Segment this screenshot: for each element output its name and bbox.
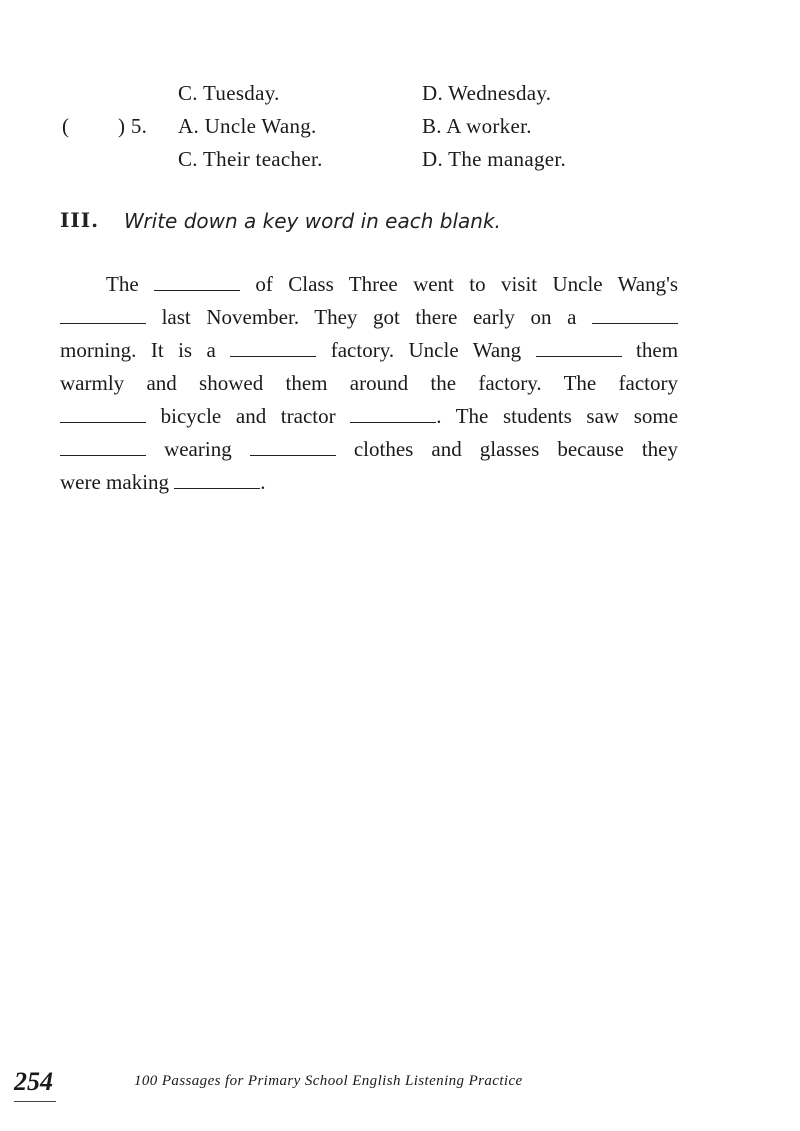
section-instruction: Write down a key word in each blank. (124, 209, 501, 233)
blank (592, 322, 678, 324)
option-q4-d: D. Wednesday. (422, 81, 552, 105)
blank (60, 421, 146, 423)
passage-text: morning. It is a (60, 338, 216, 362)
passage-text: wearing (164, 437, 232, 461)
passage-text: last November. They got there early on a (161, 305, 577, 329)
blank (60, 454, 146, 456)
passage (60, 268, 678, 499)
passage-text: were making (60, 470, 170, 494)
page-number: 254 (14, 1067, 53, 1096)
section-number: III. (60, 208, 100, 232)
book-title: 100 Passages for Primary School English Listening Practice (134, 1073, 523, 1089)
blank (250, 454, 336, 456)
passage-line (60, 301, 678, 334)
question-number-5: ) 5. (118, 114, 148, 138)
option-q5-d: D. The manager. (422, 147, 567, 171)
blank (154, 289, 240, 291)
passage-text: warmly and showed them around the factory. The factory (60, 371, 678, 395)
blank (230, 355, 316, 357)
passage-text: . The students saw some (436, 404, 679, 428)
blank (60, 322, 146, 324)
blank (174, 487, 260, 489)
passage-text: clothes and glasses because they (353, 437, 678, 461)
passage-line (60, 400, 678, 433)
passage-line (60, 334, 678, 367)
passage-text: of Class Three went to visit Uncle Wang's (255, 272, 679, 296)
passage-text: . (260, 470, 266, 494)
passage-text: factory. Uncle Wang (330, 338, 522, 362)
answer-paren-open: ( (62, 114, 70, 138)
passage-line (60, 466, 678, 499)
passage-text: them (636, 338, 679, 362)
passage-line (60, 367, 678, 400)
option-q5-b: B. A worker. (422, 114, 532, 138)
passage-line (60, 433, 678, 466)
option-q5-c: C. Their teacher. (178, 147, 323, 171)
blank (350, 421, 436, 423)
passage-text: bicycle and tractor (160, 404, 336, 428)
passage-text: The (106, 272, 139, 296)
blank (536, 355, 622, 357)
passage-line (60, 268, 678, 301)
page-number-underline (14, 1101, 56, 1102)
option-q4-c: C. Tuesday. (178, 81, 280, 105)
option-q5-a: A. Uncle Wang. (178, 114, 317, 138)
